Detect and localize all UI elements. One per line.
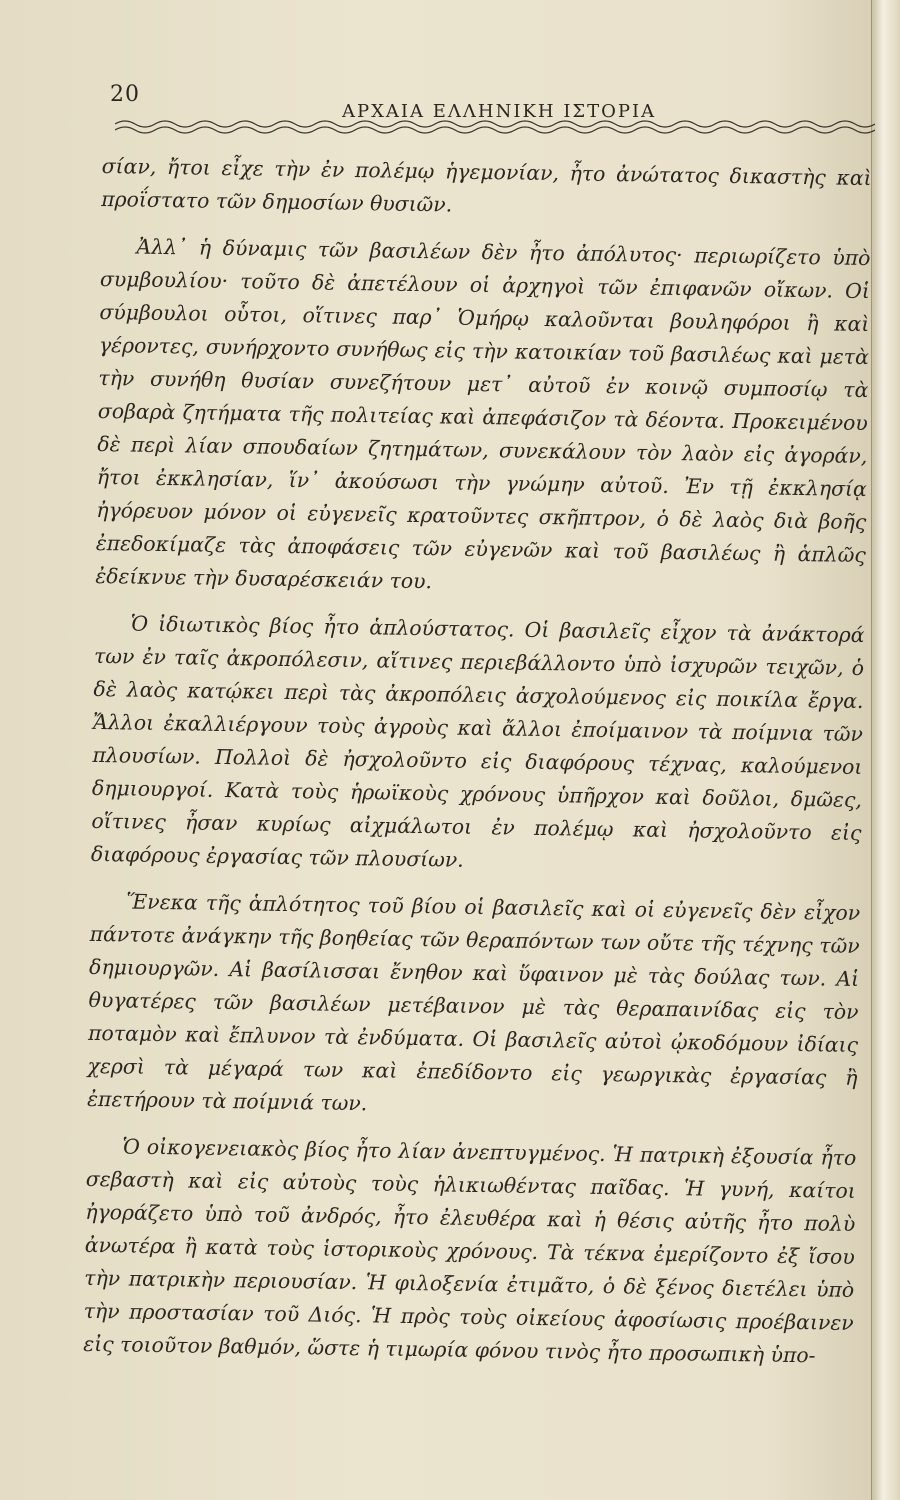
paragraph: Ἀλλ᾿ ἡ δύναμις τῶν βασιλέων δὲν ἦτο ἀπόλυτος· περιωρίζετο ὑπὸ συμβουλίου· τοῦτο δὲ ἀπετέλουν οἱ ἀρχηγοὶ τῶν ἐπιφανῶν οἴκων. Οἱ σύμβουλοι οὗτοι, οἵτινες παρ᾿ Ὁμήρῳ καλοῦνται βουληφόροι ἢ καὶ γέροντες, συνήρχοντο συνήθως εἰς τὴν κατοικίαν τοῦ βασιλέως καὶ μετὰ τὴν συνήθη θυσίαν συνεζήτουν μετ᾿ αὐτοῦ ἐν κοινῷ συμποσίῳ τὰ σοβαρὰ ζητήματα τῆς πολιτείας καὶ ἀπεφάσιζον τὰ δέοντα. Προκειμένου δὲ περὶ λίαν σπουδαίων ζητημάτων, συνεκάλουν τὸν λαὸν εἰς ἀγοράν, ἤτοι ἐκκλησίαν, ἵν᾿ ἀκούσωσι τὴν γνώμην αὐτοῦ. Ἐν τῇ ἐκκλησίᾳ ἠγόρευον μόνον οἱ εὐγενεῖς κρατοῦντες σκῆπτρον, ὁ δὲ λαὸς διὰ βοῆς ἐπεδοκίμαζε τὰς ἀποφάσεις τῶν εὐγενῶν καὶ τοῦ βασιλέως ἢ ἁπλῶς ἐδείκνυε τὴν δυσαρέσκειάν του. [95, 234, 871, 594]
running-title: ΑΡΧΑΙΑ ΕΛΛΗΝΙΚΗ ΙΣΤΟΡΙΑ [342, 101, 657, 122]
body-text [82, 150, 872, 1462]
page-edge [871, 0, 900, 1500]
paragraph: Ὁ οἰκογενειακὸς βίος ἦτο λίαν ἀνεπτυγμένος. Ἡ πατρικὴ ἐξουσία ἦτο σεβαστὴ καὶ εἰς αὐτοὺς τοὺς ἡλικιωθέντας παῖδας. Ἡ γυνή, καίτοι ἠγοράζετο ὑπὸ τοῦ ἀνδρός, ἦτο ἐλευθέρα καὶ ἡ θέσις αὐτῆς ἦτο πολὺ ἀνωτέρα ἢ κατὰ τοὺς ἱστορικοὺς χρόνους. Τὰ τέκνα ἐμερίζοντο ἐξ ἴσου τὴν πατρικὴν περιουσίαν. Ἡ φιλοξενία ἐτιμᾶτο, ὁ δὲ ξένος διετέλει ὑπὸ τὴν προστασίαν τοῦ Διός. Ἡ πρὸς τοὺς οἰκείους ἀφοσίωσις προέβαινεν εἰς τοιοῦτον βαθμόν, ὥστε ἡ τιμωρία φόνου τινὸς ἦτο προσωπικὴ ὑπο- [83, 1134, 857, 1368]
paragraph: Ὁ ἰδιωτικὸς βίος ἦτο ἁπλούστατος. Οἱ βασιλεῖς εἶχον τὰ ἀνάκτορά των ἐν ταῖς ἀκροπόλεσιν, αἵτινες περιεβάλλοντο ὑπὸ ἰσχυρῶν τειχῶν, ὁ δὲ λαὸς κατῴκει περὶ τὰς ἀκροπόλεις ἀσχολούμενος εἰς ποικίλα ἔργα. Ἄλλοι ἐκαλλιέργουν τοὺς ἀγροὺς καὶ ἄλλοι ἐποίμαινον τὰ ποίμνια τῶν πλουσίων. Πολλοὶ δὲ ἠσχολοῦντο εἰς διαφόρους τέχνας, καλούμενοι δημιουργοί. Κατὰ τοὺς ἡρωϊκοὺς χρόνους ὑπῆρχον καὶ δοῦλοι, δμῶες, οἵτινες ἦσαν κυρίως αἰχμάλωτοι ἐν πολέμῳ καὶ ἠσχολοῦντο εἰς διαφόρους ἐργασίας τῶν πλουσίων. [90, 611, 865, 872]
wavy-rule-ornament [115, 118, 875, 136]
paragraph: σίαν, ἤτοι εἶχε τὴν ἐν πολέμῳ ἡγεμονίαν, ἦτο ἀνώτατος δικαστὴς καὶ προΐστατο τῶν δημοσίων θυσιῶν. [101, 153, 872, 217]
paragraph: Ἕνεκα τῆς ἁπλότητος τοῦ βίου οἱ βασιλεῖς καὶ οἱ εὐγενεῖς δὲν εἶχον πάντοτε ἀνάγκην τῆς βοηθείας τῶν θεραπόντων των οὔτε τῆς τέχνης τῶν δημιουργῶν. Αἱ βασίλισσαι ἔνηθον καὶ ὕφαινον μὲ τὰς δούλας των. Αἱ θυγατέρες τῶν βασιλέων μετέβαινον μὲ τὰς θεραπαινίδας εἰς τὸν ποταμὸν καὶ ἔπλυνον τὰ ἐνδύματα. Οἱ βασιλεῖς αὐτοὶ ᾠκοδόμουν ἰδίαις χερσὶ τὰ μέγαρά των καὶ ἐπεδίδοντο εἰς γεωργικὰς ἐργασίας ἢ ἐπετήρουν τὰ ποίμνιά των. [86, 889, 861, 1116]
page-number: 20 [110, 82, 140, 107]
